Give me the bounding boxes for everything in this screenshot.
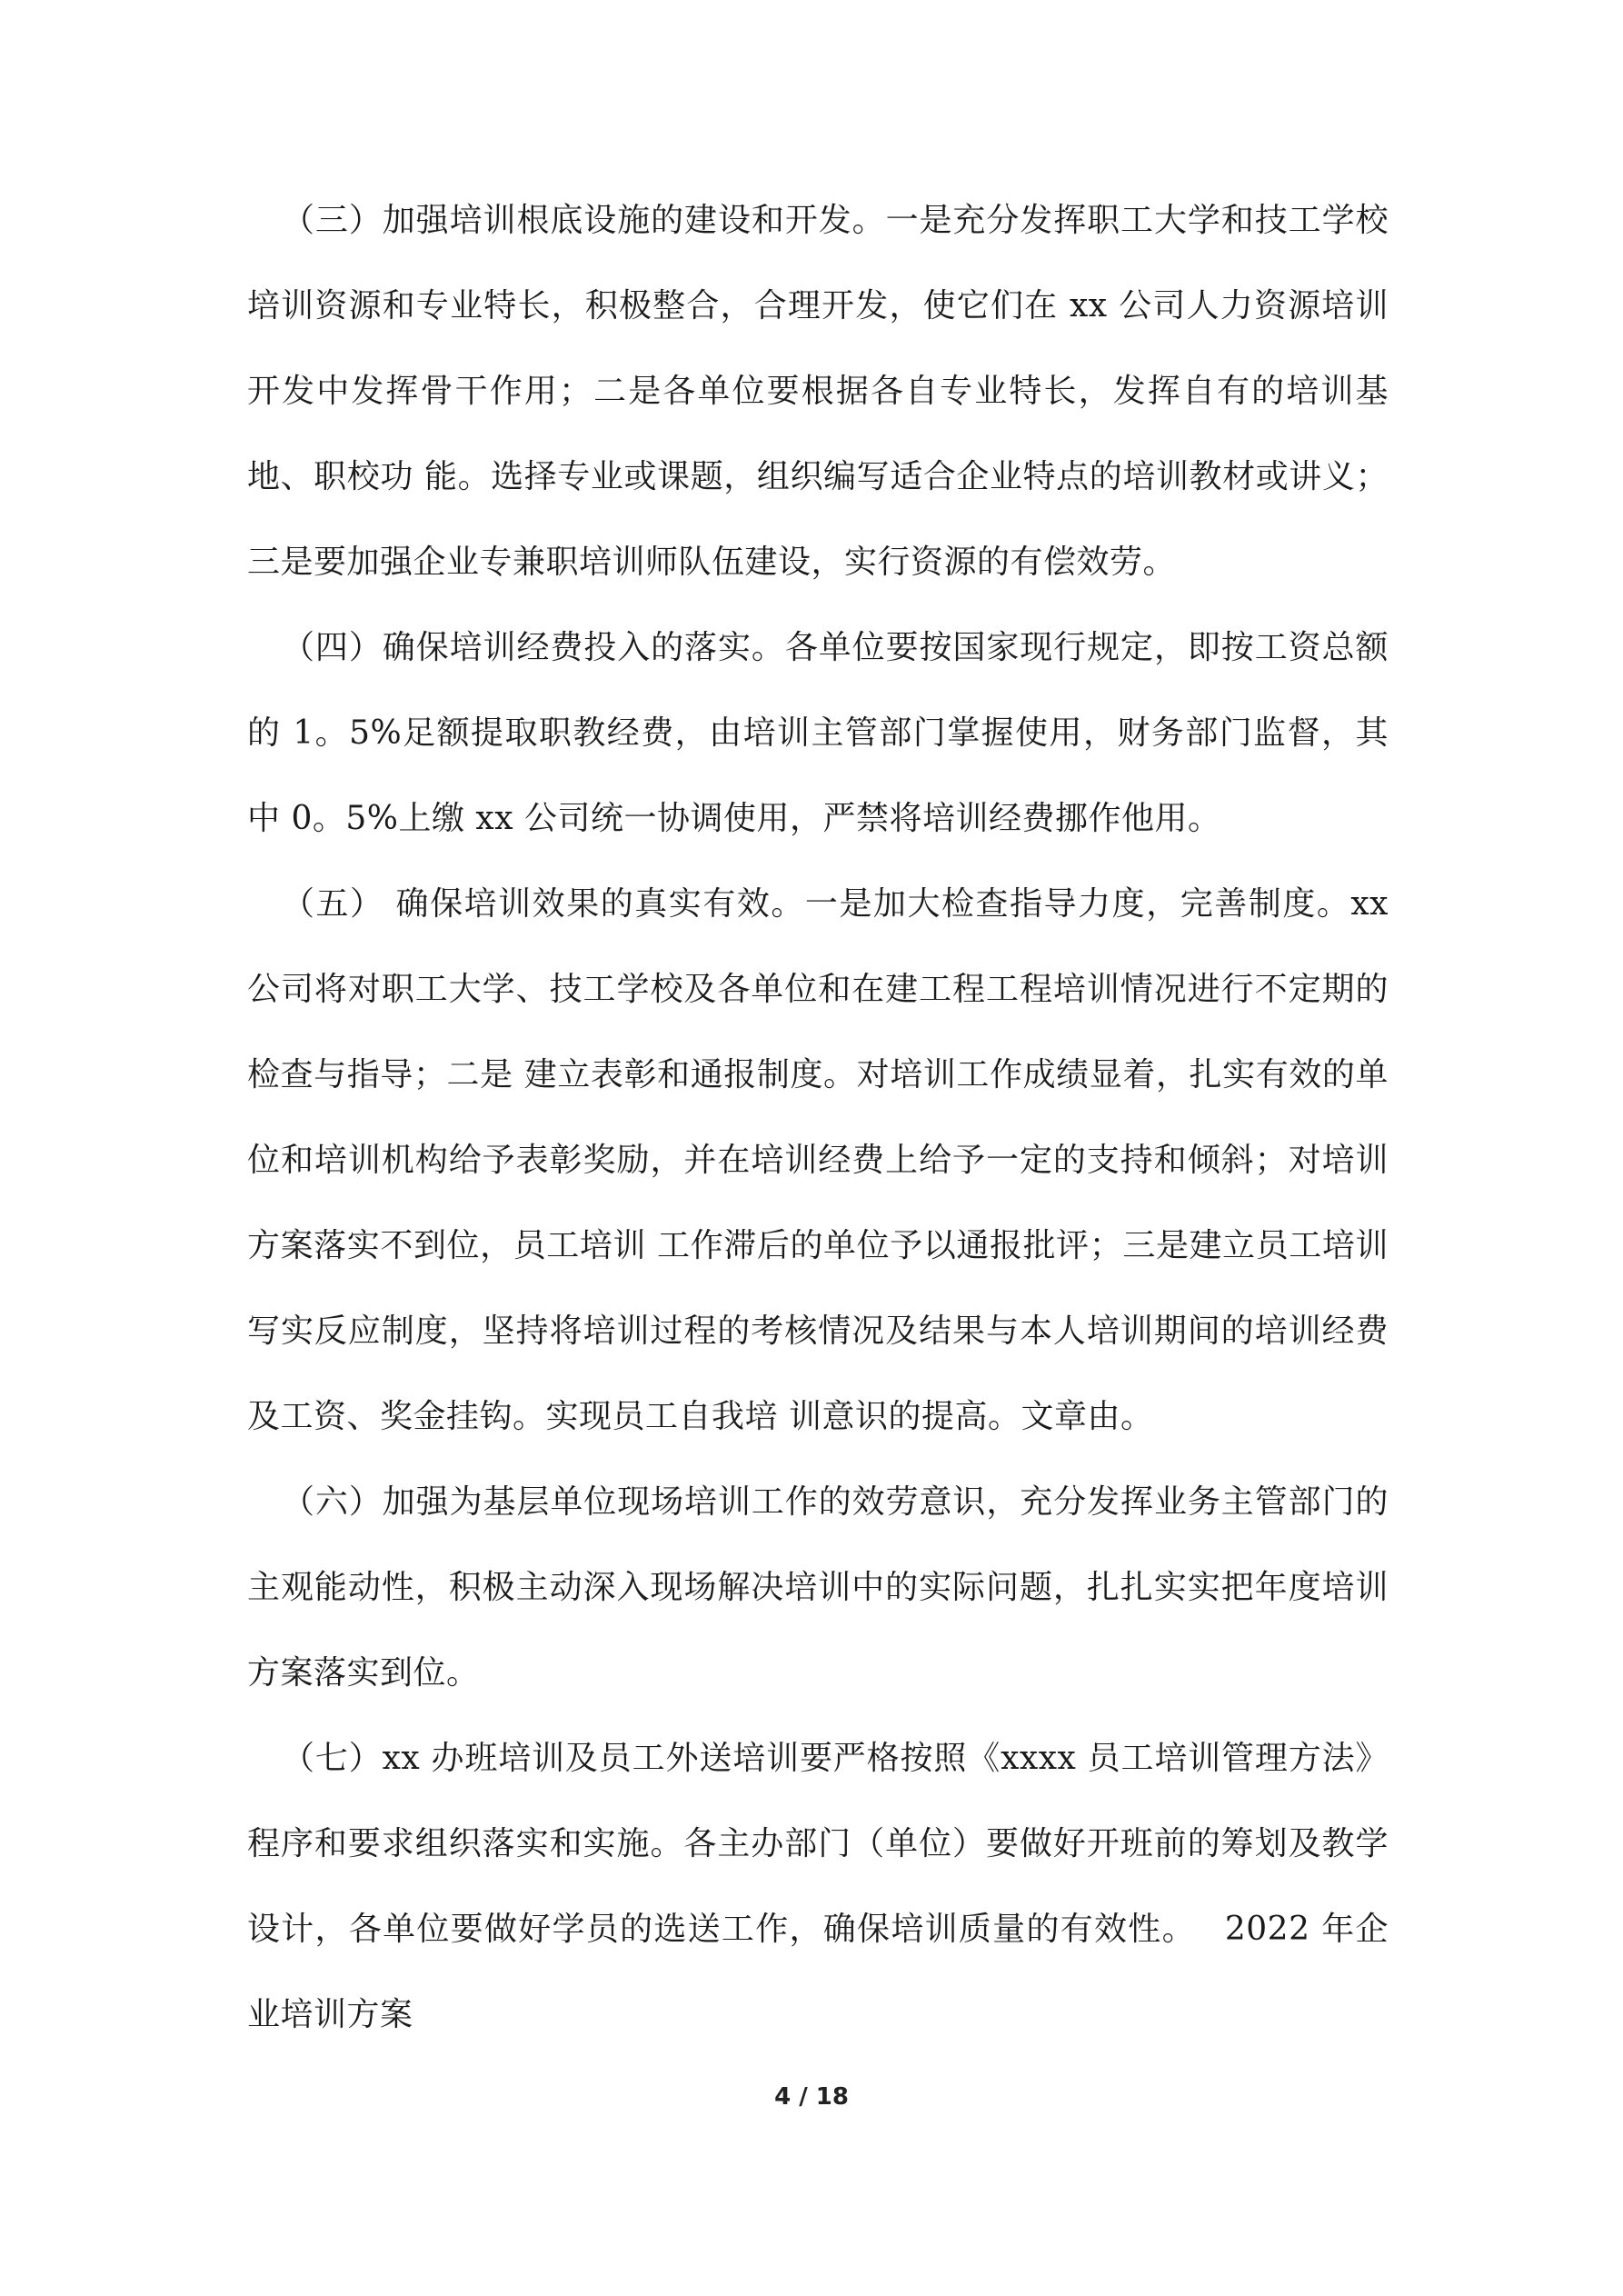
paragraph-3: （三）加强培训根底设施的建设和开发。一是充分发挥职工大学和技工学校 培训资源和专业特长，积极整合，合理开发，使它们在 xx 公司人力资源培训开发中发挥骨干作用；二是各单位要根据各自专业特长，发挥自有的培训基地、职校功 能。选择专业或课题，组织编写适合企业特点的培训教材或讲义；三是要加强企业专兼职培训师队伍建设，实行资源的有偿效劳。 <box>247 202 1389 581</box>
paragraph-5: （五） 确保培训效果的真实有效。一是加大检查指导力度，完善制度。xx 公司将对职工大学、技工学校及各单位和在建工程工程培训情况进行不定期的检查与指导；二是 建立表彰和通报制度。对培训工作成绩显着，扎实有效的单位和培训机构给予表彰奖励，并在培训经费上给予一定的支持和倾斜；对培训方案落实不到位，员工培训 工作滞后的单位予以通报批评；三是建立员工培训写实反应制度，坚持将培训过程的考核情况及结果与本人培训期间的培训经费及工资、奖金挂钩。实现员工自我培 训意识的提高。文章由。 <box>247 885 1389 1435</box>
paragraph-4: （四）确保培训经费投入的落实。各单位要按国家现行规定，即按工资总额的 1。5%足额提取职教经费，由培训主管部门掌握使用，财务部门监督，其中 0。5%上缴 xx 公司统一协调使用，严禁将培训经费挪作他用。 <box>247 629 1389 837</box>
document-body <box>247 178 1389 2058</box>
page-number: 4 / 18 <box>774 2083 849 2111</box>
paragraph-6: （六）加强为基层单位现场培训工作的效劳意识，充分发挥业务主管部门的主观能动性，积极主动深入现场解决培训中的实际问题，扎扎实实把年度培训方案落实到位。 <box>247 1483 1389 1692</box>
paragraph-7: （七）xx 办班培训及员工外送培训要严格按照《xxxx 员工培训管理方法》程序和要求组织落实和实施。各主办部门（单位）要做好开班前的筹划及教学设计，各单位要做好学员的选送工作，确保培训质量的有效性。 2022 年企业培训方案 <box>247 1740 1389 2033</box>
